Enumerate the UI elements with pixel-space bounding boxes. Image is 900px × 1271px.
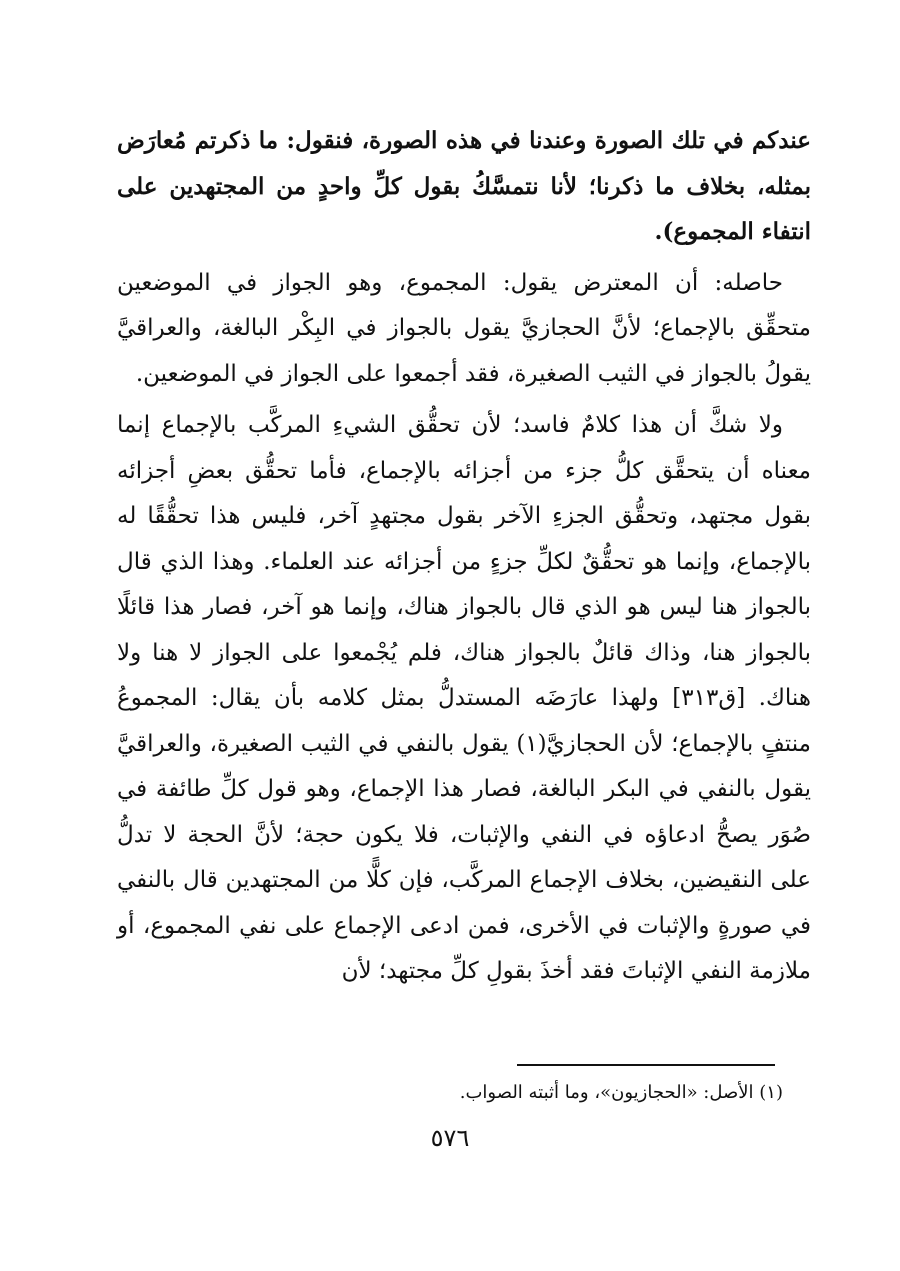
paragraph-2 — [117, 261, 811, 398]
page-number: ٥٧٦ — [430, 1124, 470, 1152]
paragraph-1: عندكم في تلك الصورة وعندنا في هذه الصورة، فنقول: ما ذكرتم مُعارَض بمثله، بخلاف ما ذكرنا؛ لأنا نتمسَّكُ بقول كلِّ واحدٍ من المجتهدين على انتفاء المجموع). — [117, 127, 811, 245]
paragraph-3 — [117, 403, 811, 995]
paragraph-2-text: حاصله: أن المعترض يقول: المجموع، وهو الجواز في الموضعين متحقِّق بالإجماع؛ لأنَّ الحجازيَّ يقول بالجواز في البِكْر البالغة، والعراقيَّ يقولُ بالجواز في الثيب الصغيرة، فقد أجمعوا على الجواز في الموضعين. — [117, 269, 811, 387]
footnote-divider — [517, 1064, 775, 1066]
page-body — [117, 118, 811, 995]
footnote: (١) الأصل: «الحجازيون»، وما أثبته الصواب. — [459, 1082, 783, 1103]
paragraph-3-text: ولا شكَّ أن هذا كلامٌ فاسد؛ لأن تحقُّق الشيءِ المركَّب بالإجماع إنما معناه أن يتحقَّق كلُّ جزء من أجزائه بالإجماع، فأما تحقُّق بعضِ أجزائه بقول مجتهد، وتحقُّق الجزءِ الآخر بقول مجتهدٍ آخر، فليس هذا تحقُّقًا له بالإجماع، وإنما هو تحقُّقٌ لكلِّ جزءٍ من أجزائه عند العلماء. وهذا الذي قال بالجواز هنا ليس هو الذي قال بالجواز هناك، وإنما هو آخر، فصار هذا قائلًا بالجواز هنا، وذاك قائلٌ بالجواز هناك، فلم يُجْمعوا على الجواز لا هنا ولا هناك. [ق٣١٣] ولهذا عارَضَه المستدلُّ بمثل كلامه بأن يقال: المجموعُ منتفٍ بالإجماع؛ لأن الحجازيَّ(١) يقول بالنفي في الثيب الصغيرة، والعراقيَّ يقول بالنفي في البكر البالغة، فصار هذا الإجماع، وهو قول كلِّ طائفة في صُوَر يصحُّ ادعاؤه في النفي والإثبات، فلا يكون حجة؛ لأنَّ الحجة لا تدلُّ على النقيضين، بخلاف الإجماع المركَّب، فإن كلًّا من المجتهدين قال بالنفي في صورةٍ والإثبات في الأخرى، فمن ادعى الإجماع على نفي المجموع، أو ملازمة النفي الإثباتَ فقد أخذَ بقولِ كلِّ مجتهد؛ لأن — [117, 412, 811, 984]
